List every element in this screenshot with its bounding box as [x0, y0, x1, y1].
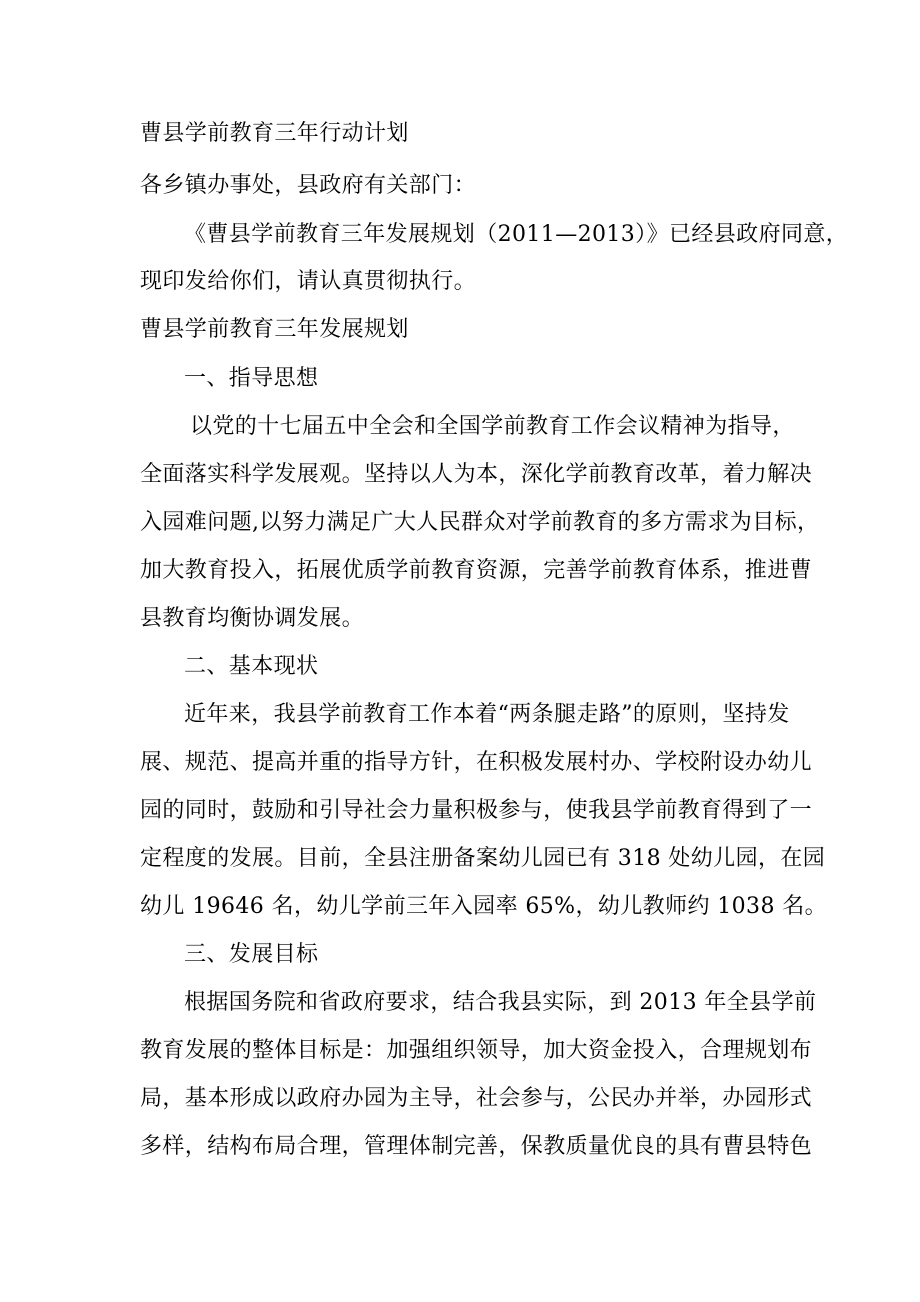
section-3-line-1: 根据国务院和省政府要求，结合我县实际，到 2013 年全县学前: [184, 990, 817, 1015]
section-1-line-5: 县教育均衡协调发展。: [140, 606, 365, 631]
section-2-line-2: 展、规范、提高并重的指导方针，在积极发展村办、学校附设办幼儿: [140, 750, 813, 775]
document-title: 曹县学前教育三年行动计划: [140, 121, 409, 146]
section-heading-1: 一、指导思想: [184, 366, 319, 391]
section-2-line-1: 近年来，我县学前教育工作本着“两条腿走路”的原则，坚持发: [184, 702, 790, 727]
notice-line-1: 《曹县学前教育三年发展规划（2011—2013）》已经县政府同意，: [184, 222, 849, 247]
section-heading-2: 二、基本现状: [184, 654, 319, 679]
section-1-line-1: 以党的十七届五中全会和全国学前教育工作会议精神为指导，: [190, 414, 795, 439]
section-3-line-4: 多样，结构布局合理，管理体制完善，保教质量优良的具有曹县特色: [140, 1134, 813, 1159]
section-1-line-4: 加大教育投入，拓展优质学前教育资源，完善学前教育体系，推进曹: [140, 558, 813, 583]
section-3-line-2: 教育发展的整体目标是：加强组织领导，加大资金投入，合理规划布: [140, 1038, 813, 1063]
section-2-line-4: 定程度的发展。目前，全县注册备案幼儿园已有 318 处幼儿园，在园: [140, 846, 826, 871]
section-3-line-3: 局，基本形成以政府办园为主导，社会参与，公民办并举，办园形式: [140, 1086, 813, 1111]
section-1-line-3: 入园难问题,以努力满足广大人民群众对学前教育的多方需求为目标，: [140, 510, 820, 535]
addressee-line: 各乡镇办事处，县政府有关部门：: [140, 173, 477, 198]
section-2-line-3: 园的同时，鼓励和引导社会力量积极参与，使我县学前教育得到了一: [140, 798, 813, 823]
section-heading-3: 三、发展目标: [184, 942, 319, 967]
notice-line-2: 现印发给你们，请认真贯彻执行。: [140, 269, 477, 294]
plan-title: 曹县学前教育三年发展规划: [140, 317, 409, 342]
section-2-line-5: 幼儿 19646 名，幼儿学前三年入园率 65%，幼儿教师约 1038 名。: [140, 894, 828, 919]
section-1-line-2: 全面落实科学发展观。坚持以人为本，深化学前教育改革，着力解决: [140, 462, 813, 487]
